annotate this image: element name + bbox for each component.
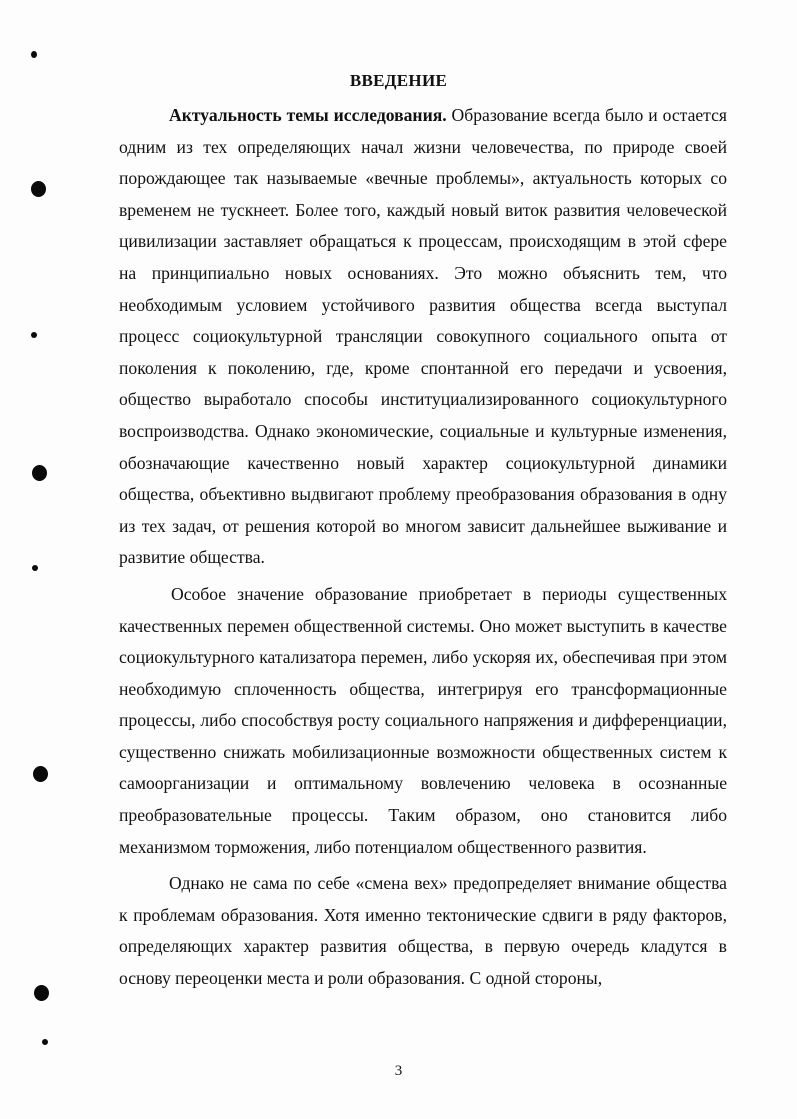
- paragraph: [119, 100, 727, 574]
- paragraph-lead: Актуальность темы исследования.: [169, 105, 447, 125]
- paragraph: [119, 868, 727, 994]
- binder-hole: [32, 465, 47, 481]
- binder-hole: [42, 1039, 48, 1045]
- binder-hole: [31, 51, 37, 58]
- binder-hole: [31, 181, 46, 197]
- paragraph: [119, 579, 727, 863]
- paragraph-text: Особое значение образование приобретает в периоды существенных качественных перемен общественной системы. Оно может выступить в качестве социокультурного катализатора перемен, либо ускоряя их, обеспечивая при этом необходимую сплоченность общества, интегрируя его трансформационные процессы, либо способствуя росту социального напряжения и дифференциации, существенно снижать мобилизационные возможности общественных систем к самоорганизации и оптимальному вовлечению человека в осознанные преобразовательные процессы. Таким образом, оно становится либо механизмом торможения, либо потенциалом общественного развития.: [119, 583, 727, 857]
- binder-hole: [34, 985, 49, 1001]
- binder-hole: [33, 766, 48, 782]
- binder-hole: [32, 565, 38, 571]
- page-number: 3: [394, 1063, 403, 1079]
- body-text: [119, 100, 727, 995]
- page-title: ВВЕДЕНИЕ: [349, 71, 448, 90]
- paragraph-text: Однако не сама по себе «смена вех» предопределяет внимание общества к проблемам образования. Хотя именно тектонические сдвиги в ряду факторов, определяющих характер развития общества, в первую очередь кладутся в основу переоценки места и роли образования. С одной стороны,: [119, 873, 727, 989]
- paragraph-text: Образование всегда было и остается одним из тех определяющих начал жизни человечества, по природе своей порождающее так называемые «вечные проблемы», актуальность которых со временем не тускнеет. Более того, каждый новый виток развития человеческой цивилизации заставляет обращаться к процессам, происходящим в этой сфере на принципиально новых основаниях. Это можно объяснить тем, что необходимым условием устойчивого развития общества всегда выступал процесс социокультурной трансляции совокупного социального опыта от поколения к поколению, где, кроме спонтанной его передачи и усвоения, общество выработало способы институциализированного социокультурного воспроизводства. Однако экономические, социальные и культурные изменения, обозначающие качественно новый характер социокультурной динамики общества, объективно выдвигают проблему преобразования образования в одну из тех задач, от решения которой во многом зависит дальнейшее выживание и развитие общества.: [119, 105, 727, 568]
- binder-hole: [31, 332, 37, 338]
